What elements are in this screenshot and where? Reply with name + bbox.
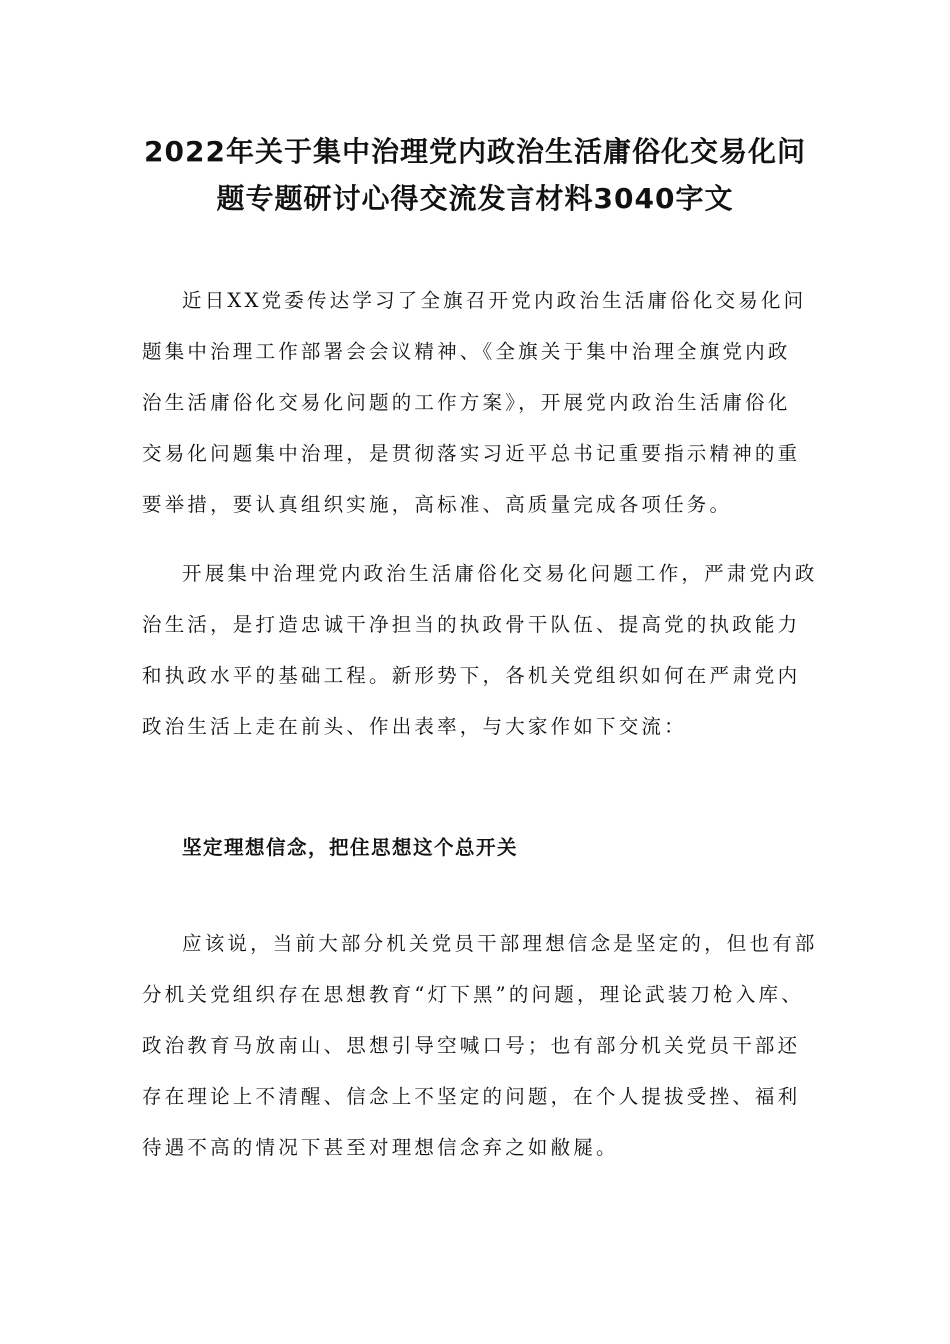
paragraph-context bbox=[142, 548, 822, 752]
paragraph-line: 近日XX党委传达学习了全旗召开党内政治生活庸俗化交易化问 bbox=[182, 289, 807, 312]
section-heading: 坚定理想信念，把住思想这个总开关 bbox=[182, 836, 519, 859]
paragraph-ideals bbox=[142, 918, 822, 1173]
paragraph-line: 要举措，要认真组织实施，高标准、高质量完成各项任务。 bbox=[142, 493, 733, 516]
paragraph-line: 政治生活上走在前头、作出表率，与大家作如下交流： bbox=[142, 715, 687, 738]
paragraph-line: 存在理论上不清醒、信念上不坚定的问题，在个人提拔受挫、福利 bbox=[142, 1085, 801, 1108]
paragraph-intro bbox=[142, 275, 822, 530]
title-line-2: 题专题研讨心得交流发言材料3040字文 bbox=[216, 182, 734, 215]
document-title bbox=[120, 128, 830, 222]
title-line-1: 2022年关于集中治理党内政治生活庸俗化交易化问 bbox=[144, 135, 806, 168]
paragraph-line: 和执政水平的基础工程。新形势下，各机关党组织如何在严肃党内 bbox=[142, 664, 801, 687]
paragraph-line: 分机关党组织存在思想教育“灯下黑”的问题，理论武装刀枪入库、 bbox=[142, 983, 804, 1006]
paragraph-line: 政治教育马放南山、思想引导空喊口号；也有部分机关党员干部还 bbox=[142, 1034, 801, 1057]
paragraph-line: 治生活庸俗化交易化问题的工作方案》，开展党内政治生活庸俗化 bbox=[142, 391, 791, 414]
paragraph-line: 待遇不高的情况下甚至对理想信念弃之如敝屣。 bbox=[142, 1136, 619, 1159]
paragraph-line: 交易化问题集中治理，是贯彻落实习近平总书记重要指示精神的重 bbox=[142, 442, 801, 465]
paragraph-line: 开展集中治理党内政治生活庸俗化交易化问题工作，严肃党内政 bbox=[182, 562, 818, 585]
paragraph-line: 应该说，当前大部分机关党员干部理想信念是坚定的，但也有部 bbox=[182, 932, 818, 955]
paragraph-line: 治生活，是打造忠诚干净担当的执政骨干队伍、提高党的执政能力 bbox=[142, 613, 801, 636]
paragraph-line: 题集中治理工作部署会会议精神、《全旗关于集中治理全旗党内政 bbox=[142, 340, 791, 363]
